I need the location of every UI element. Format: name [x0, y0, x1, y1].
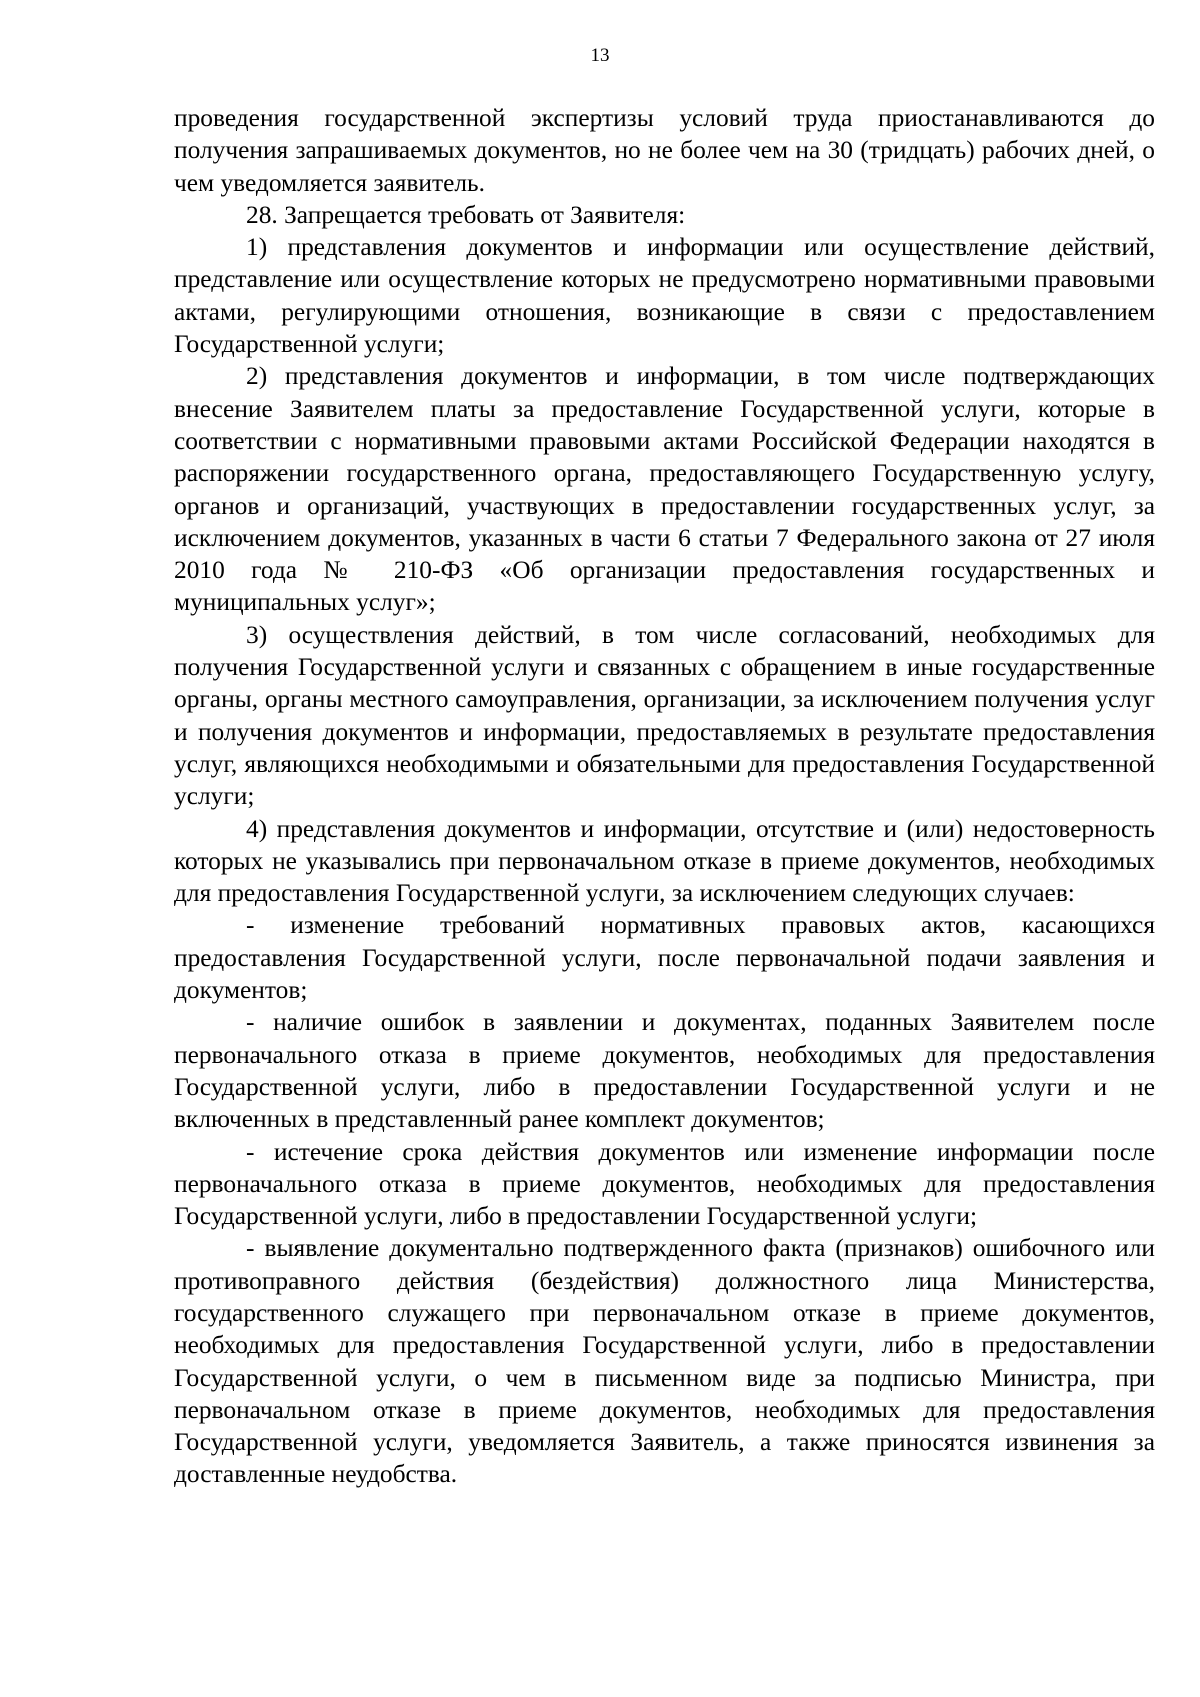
paragraph-subitem-4: 4) представления документов и информации, отсутствие и (или) недостоверность которых не указывались при первоначальном отказе в приеме документов, необходимых для предоставления Государственной услуги, за исключением следующих случаев: — [174, 814, 1155, 908]
paragraph-continuation: проведения государственной экспертизы условий труда приостанавливаются до получения запрашиваемых документов, но не более чем на 30 (тридцать) рабочих дней, о чем уведомляется заявитель. — [174, 104, 1155, 197]
paragraph-case-2: - наличие ошибок в заявлении и документах, поданных Заявителем после первоначального отказа в приеме документов, необходимых для предоставления Государственной услуги, либо в предоставлении Государственной услуги и не включенных в представленный ранее комплект документов; — [174, 1008, 1155, 1134]
paragraph-case-1: - изменение требований нормативных правовых актов, касающихся предоставления Государственной услуги, после первоначальной подачи заявления и документов; — [174, 911, 1155, 1005]
document-body — [174, 102, 1155, 1491]
paragraph-item-28: 28. Запрещается требовать от Заявителя: — [246, 200, 686, 229]
paragraph-subitem-1: 1) представления документов и информации или осуществление действий, представление или осуществление которых не предусмотрено нормативными правовыми актами, регулирующими отношения, возникающие в связи с предоставлением Государственной услуги; — [174, 233, 1155, 359]
paragraph-case-4: - выявление документально подтвержденного факта (признаков) ошибочного или противоправного действия (бездействия) должностного лица Министерства, государственного служащего при первоначальном отказе в приеме документов, необходимых для предоставления Государственной услуги, либо в предоставлении Государственной услуги, о чем в письменном виде за подписью Министра, при первоначальном отказе в приеме документов, необходимых для предоставления Государственной услуги, уведомляется Заявитель, а также приносятся извинения за доставленные неудобства. — [174, 1234, 1155, 1489]
paragraph-case-3: - истечение срока действия документов или изменение информации после первоначального отказа в приеме документов, необходимых для предоставления Государственной услуги, либо в предоставлении Государственной услуги; — [174, 1137, 1155, 1231]
paragraph-subitem-3: 3) осуществления действий, в том числе согласований, необходимых для получения Государственной услуги и связанных с обращением в иные государственные органы, органы местного самоуправления, организации, за исключением получения услуг и получения документов и информации, предоставляемых в результате предоставления услуг, являющихся необходимыми и обязательными для предоставления Государственной услуги; — [174, 620, 1155, 811]
paragraph-subitem-2: 2) представления документов и информации, в том числе подтверждающих внесение Заявителем платы за предоставление Государственной услуги, которые в соответствии с нормативными правовыми актами Российской Федерации находятся в распоряжении государственного органа, предоставляющего Государственную услугу, органов и организаций, участвующих в предоставлении государственных услуг, за исключением документов, указанных в части 6 статьи 7 Федерального закона от 27 июля 2010 года № 210-ФЗ «Об организации предоставления государственных и муниципальных услуг»; — [174, 362, 1155, 617]
page-number: 13 — [590, 45, 610, 66]
